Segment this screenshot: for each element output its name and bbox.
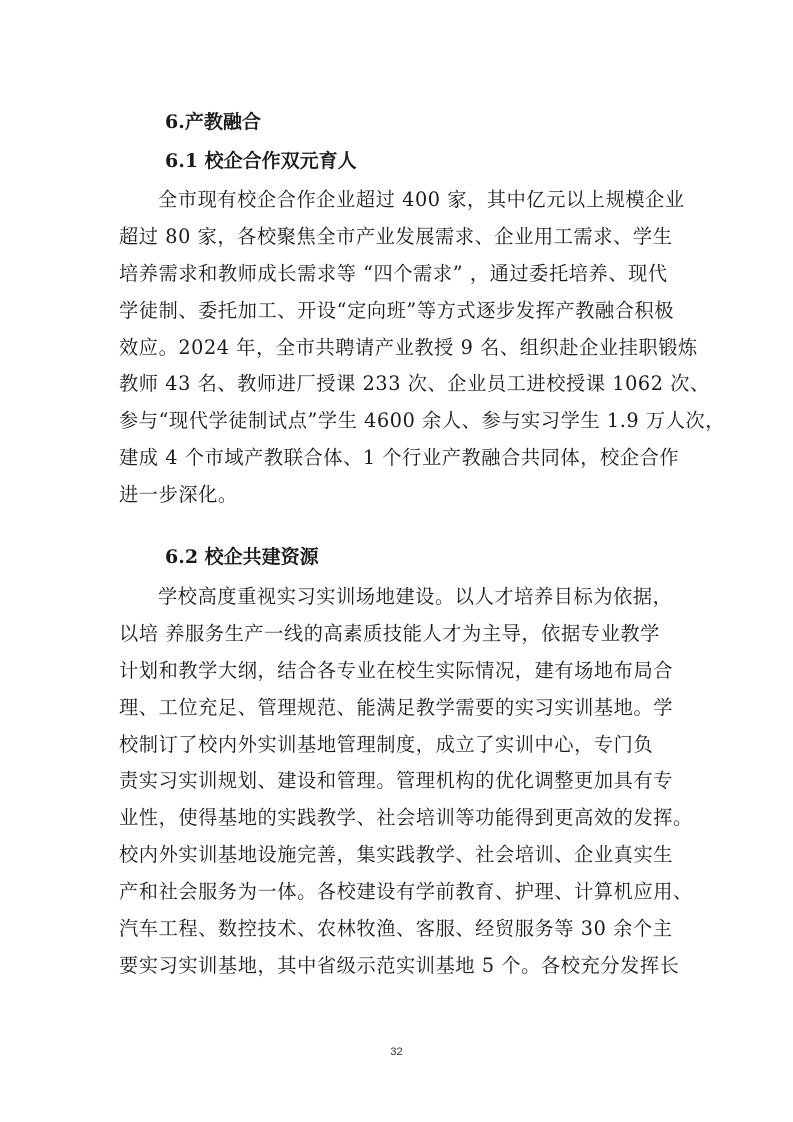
- section-heading-6-1: 6.1 校企合作双元育人: [165, 150, 357, 172]
- paragraph-line: 学徒制、委托加工、开设“定向班”等方式逐步发挥产教融合积极: [119, 298, 675, 322]
- paragraph-line: 全市现有校企合作企业超过 400 家，其中亿元以上规模企业: [158, 188, 685, 211]
- paragraph-line: 超过 80 家，各校聚焦全市产业发展需求、企业用工需求、学生: [119, 224, 673, 248]
- paragraph-line: 培养需求和教师成长需求等 “四个需求” ，通过委托培养、现代: [119, 261, 668, 285]
- section-6-2-paragraph: [119, 579, 693, 985]
- chapter-heading: 6.产教融合: [165, 111, 261, 133]
- paragraph-line: 计划和教学大纲，结合各专业在校生实际情况，建有场地布局合: [119, 658, 674, 682]
- paragraph-line: 产和社会服务为一体。各校建设有学前教育、护理、计算机应用、: [119, 880, 693, 904]
- section-6-1-paragraph: [119, 182, 726, 514]
- paragraph-line: 校内外实训基地设施完善，集实践教学、社会培训、企业真实生: [119, 843, 674, 867]
- paragraph-line: 进一步深化。: [119, 483, 238, 507]
- paragraph-line: 建成 4 个市域产教联合体、1 个行业产教融合共同体，校企合作: [119, 446, 680, 470]
- paragraph-line: 业性，使得基地的实践教学、社会培训等功能得到更高效的发挥。: [119, 806, 693, 830]
- paragraph-line: 参与“现代学徒制试点”学生 4600 余人、参与实习学生 1.9 万人次，: [119, 409, 726, 433]
- paragraph-line: 校制订了校内外实训基地管理制度，成立了实训中心，专门负: [119, 732, 654, 756]
- paragraph-line: 汽车工程、数控技术、农林牧渔、客服、经贸服务等 30 余个主: [119, 917, 673, 941]
- section-heading-6-2: 6.2 校企共建资源: [165, 546, 319, 568]
- paragraph-line: 学校高度重视实习实训场地建设。以人才培养目标为依据，: [158, 585, 673, 608]
- paragraph-line: 教师 43 名、教师进厂授课 233 次、企业员工进校授课 1062 次、: [119, 372, 710, 396]
- paragraph-line: 理、工位充足、管理规范、能满足教学需要的实习实训基地。学: [119, 695, 674, 719]
- page-number: 32: [390, 1046, 403, 1058]
- paragraph-line: 以培 养服务生产一线的高素质技能人才为主导，依据专业教学: [119, 621, 660, 645]
- paragraph-line: 责实习实训规划、建设和管理。管理机构的优化调整更加具有专: [119, 769, 674, 793]
- paragraph-line: 效应。2024 年，全市共聘请产业教授 9 名、组织赴企业挂职锻炼: [119, 335, 698, 359]
- paragraph-line: 要实习实训基地，其中省级示范实训基地 5 个。各校充分发挥长: [119, 953, 680, 977]
